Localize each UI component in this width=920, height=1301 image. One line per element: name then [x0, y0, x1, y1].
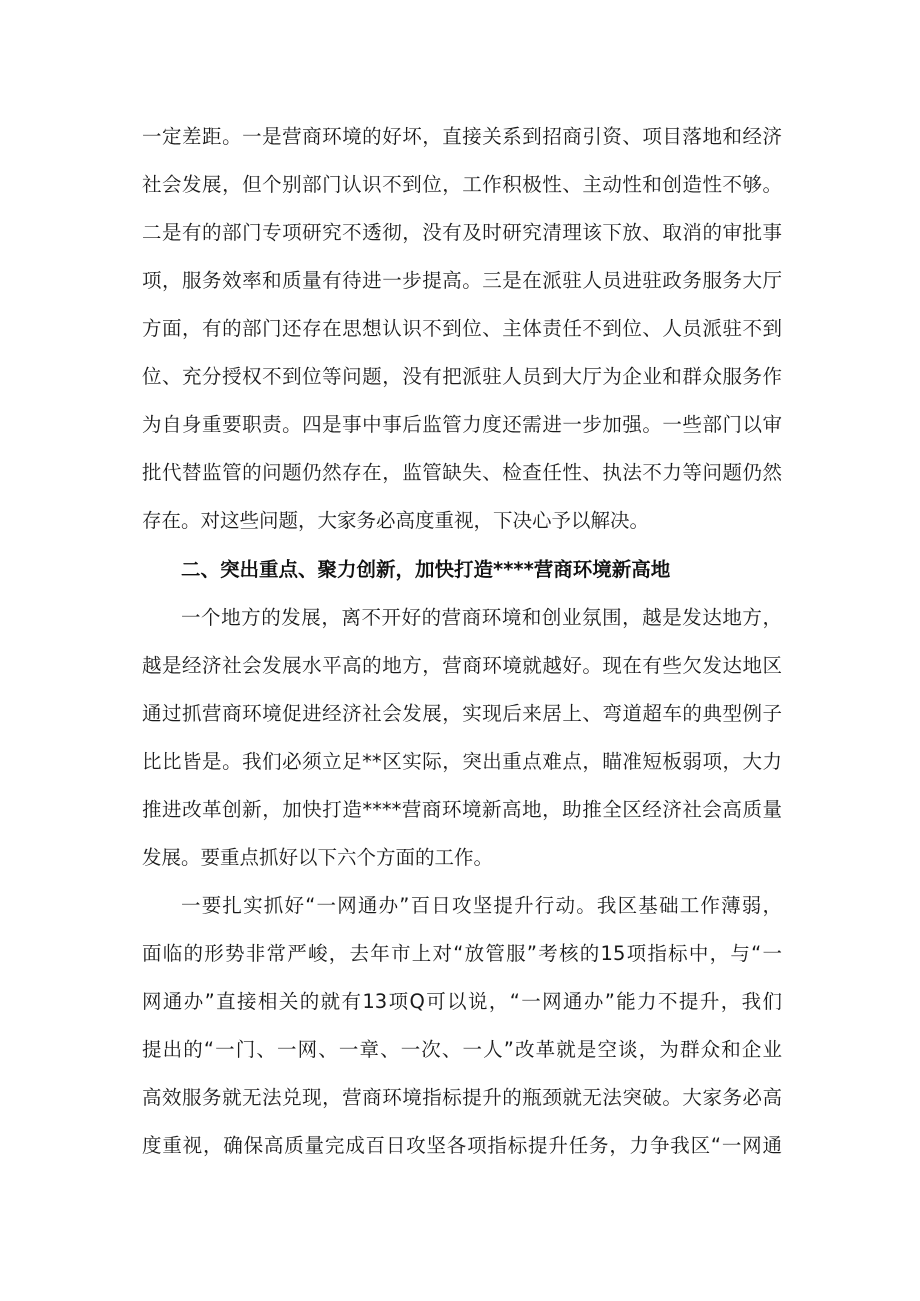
paragraph-1-line-9: 存在。对这些问题，大家务必高度重视，下决心予以解决。: [142, 509, 650, 532]
paragraph-2-line-1: 一个地方的发展，离不开好的营商环境和创业氛围，越是发达地方，: [181, 606, 782, 629]
paragraph-1-line-4: 项，服务效率和质量有待进一步提高。三是在派驻人员进驻政务服务大厅: [142, 269, 782, 292]
paragraph-2-line-5: 推进改革创新，加快打造****营商环境新高地，助推全区经济社会高质量: [142, 798, 782, 821]
paragraph-3-line-1: 一要扎实抓好“一网通办”百日攻坚提升行动。我区基础工作薄弱，: [181, 894, 782, 917]
paragraph-1-line-3: 二是有的部门专项研究不透彻，没有及时研究清理该下放、取消的审批事: [142, 221, 782, 244]
paragraph-1-line-2: 社会发展，但个别部门认识不到位，工作积极性、主动性和创造性不够。: [142, 173, 782, 196]
paragraph-1-line-8: 批代替监管的问题仍然存在，监管缺失、检查任性、执法不力等问题仍然: [142, 461, 782, 484]
paragraph-3-line-5: 高效服务就无法兑现，营商环境指标提升的瓶颈就无法突破。大家务必高: [142, 1086, 782, 1109]
paragraph-1-line-1: 一定差距。一是营商环境的好坏，直接关系到招商引资、项目落地和经济: [142, 125, 782, 148]
paragraph-1-line-6: 位、充分授权不到位等问题，没有把派驻人员到大厅为企业和群众服务作: [142, 365, 782, 388]
paragraph-2-line-4: 比比皆是。我们必须立足**区实际，突出重点难点，瞄准短板弱项，大力: [142, 750, 782, 773]
paragraph-3-line-2: 面临的形势非常严峻，去年市上对“放管服”考核的15项指标中，与“一: [142, 942, 782, 965]
paragraph-3-line-4: 提出的“一门、一网、一章、一次、一人”改革就是空谈，为群众和企业: [142, 1038, 782, 1061]
paragraph-3-line-3: 网通办”直接相关的就有13项Q可以说，“一网通办”能力不提升，我们: [142, 990, 782, 1013]
paragraph-2-line-2: 越是经济社会发展水平高的地方，营商环境就越好。现在有些欠发达地区: [142, 654, 782, 677]
paragraph-3-line-6: 度重视，确保高质量完成百日攻坚各项指标提升任务，力争我区“一网通: [142, 1134, 782, 1157]
section-heading: 二、突出重点、聚力创新，加快打造****营商环境新高地: [181, 558, 671, 581]
paragraph-2-line-3: 通过抓营商环境促进经济社会发展，实现后来居上、弯道超车的典型例子: [142, 702, 782, 725]
paragraph-2-line-6: 发展。要重点抓好以下六个方面的工作。: [142, 846, 494, 869]
paragraph-1-line-5: 方面，有的部门还存在思想认识不到位、主体责任不到位、人员派驻不到: [142, 317, 782, 340]
paragraph-1-line-7: 为自身重要职责。四是事中事后监管力度还需进一步加强。一些部门以审: [142, 413, 782, 436]
